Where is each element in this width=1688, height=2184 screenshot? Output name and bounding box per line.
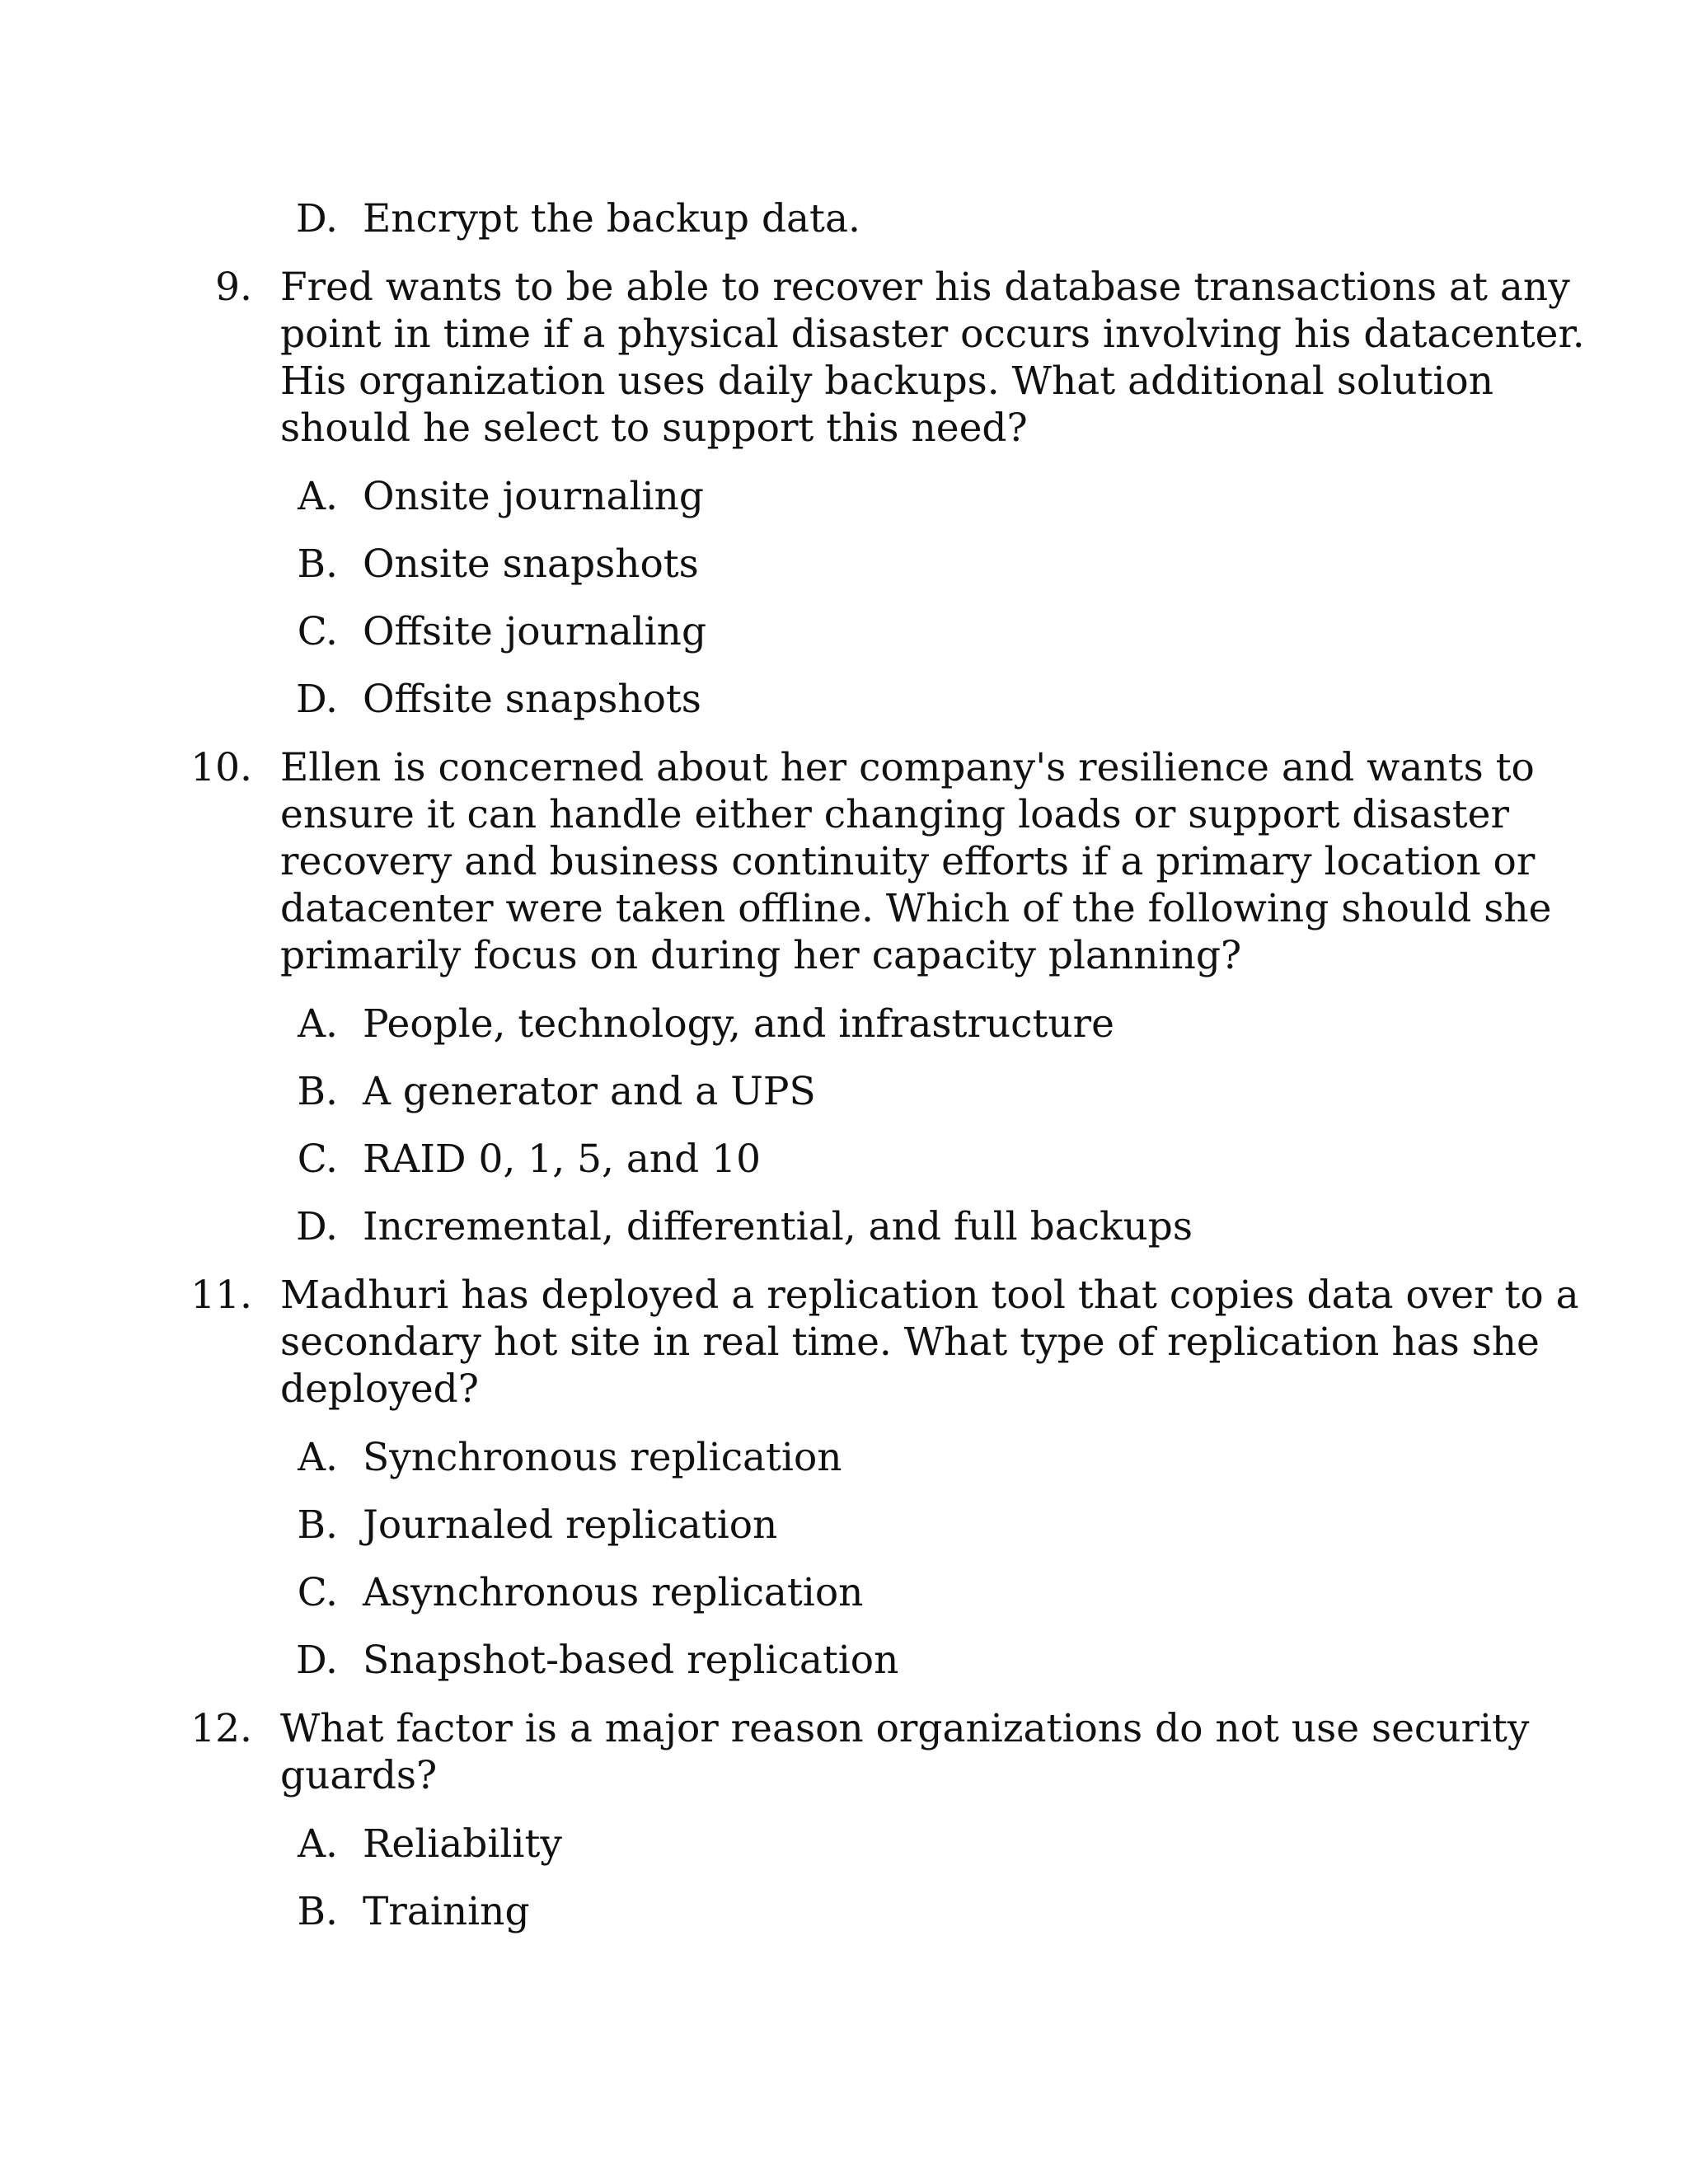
option-text: Onsite snapshots (363, 541, 699, 587)
option-text: Onsite journaling (363, 474, 704, 519)
question-text-line: guards? (280, 1753, 438, 1798)
question-text-line: Madhuri has deployed a replication tool that copies data over to a (280, 1272, 1579, 1318)
option-letter: A. (298, 1001, 338, 1047)
question-text-line: deployed? (280, 1366, 479, 1412)
option-text: Synchronous replication (363, 1435, 842, 1480)
option-letter: C. (297, 609, 338, 654)
question-text-line: What factor is a major reason organizations do not use security (280, 1706, 1530, 1751)
option-text: Offsite snapshots (363, 677, 701, 722)
question-number: 9. (215, 265, 252, 310)
option-text: Offsite journaling (363, 609, 707, 654)
option-letter: C. (297, 1137, 338, 1182)
option-text: Encrypt the backup data. (363, 196, 860, 241)
option-text: Reliability (363, 1821, 562, 1867)
option-letter: D. (296, 1638, 338, 1683)
option-text: Training (363, 1889, 530, 1934)
option-letter: A. (298, 474, 338, 519)
question-number: 11. (190, 1272, 252, 1318)
question-text-line: should he select to support this need? (280, 405, 1028, 451)
question-text-line: ensure it can handle either changing loads or support disaster (280, 792, 1509, 837)
option-letter: D. (296, 1204, 338, 1249)
option-letter: D. (296, 677, 338, 722)
question-number: 12. (190, 1706, 252, 1751)
option-text: A generator and a UPS (363, 1069, 816, 1114)
question-text-line: recovery and business continuity efforts if a primary location or (280, 839, 1536, 884)
option-letter: C. (297, 1570, 338, 1615)
option-text: People, technology, and infrastructure (363, 1001, 1114, 1047)
question-text-line: Ellen is concerned about her company's resilience and wants to (280, 745, 1535, 790)
option-letter: D. (296, 196, 338, 241)
option-letter: B. (297, 1069, 338, 1114)
question-text-line: primarily focus on during her capacity planning? (280, 933, 1242, 978)
option-letter: B. (297, 541, 338, 587)
option-letter: A. (298, 1821, 338, 1867)
option-letter: A. (298, 1435, 338, 1480)
question-number: 10. (190, 745, 252, 790)
option-text: Snapshot-based replication (363, 1638, 899, 1683)
option-text: Journaled replication (363, 1502, 778, 1548)
option-text: Asynchronous replication (363, 1570, 864, 1615)
option-letter: B. (297, 1889, 338, 1934)
question-text-line: secondary hot site in real time. What type of replication has she (280, 1319, 1540, 1365)
question-text-line: His organization uses daily backups. What additional solution (280, 359, 1493, 404)
option-text: RAID 0, 1, 5, and 10 (363, 1137, 761, 1182)
option-text: Incremental, differential, and full backups (363, 1204, 1193, 1249)
option-letter: B. (297, 1502, 338, 1548)
question-text-line: datacenter were taken offline. Which of the following should she (280, 886, 1552, 931)
question-text-line: Fred wants to be able to recover his database transactions at any (280, 265, 1570, 310)
question-text-line: point in time if a physical disaster occurs involving his datacenter. (280, 312, 1585, 357)
